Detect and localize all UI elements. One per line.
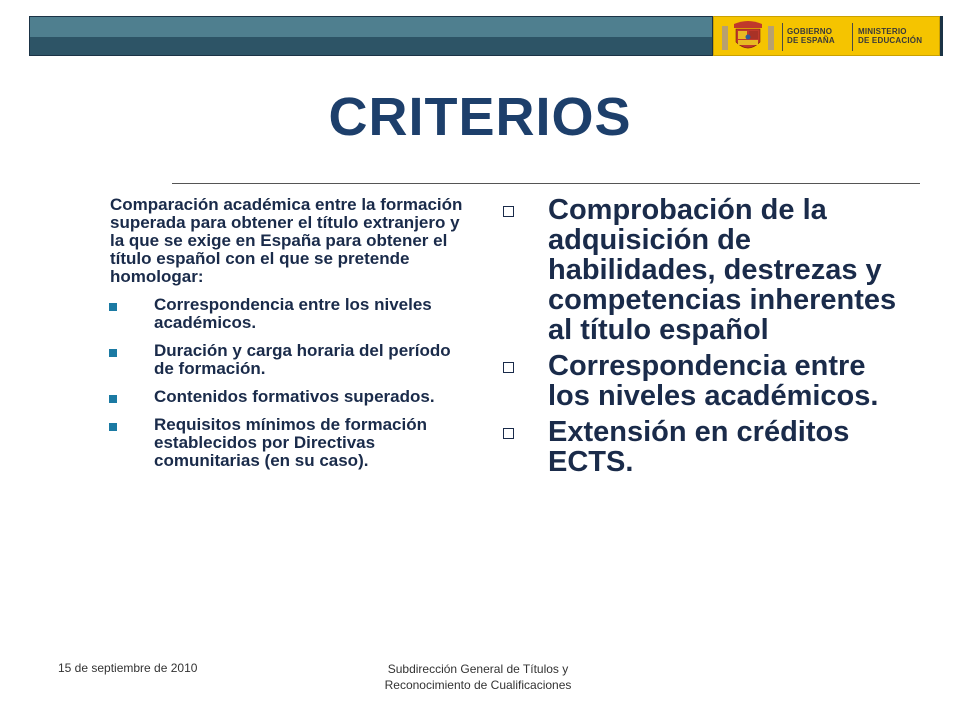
logo-gobierno-line1: GOBIERNO xyxy=(787,27,833,36)
square-bullet-icon xyxy=(109,303,117,311)
footer-organization xyxy=(368,661,588,693)
left-intro-text: Comparación académica entre la formación superada para obtener el título extranjero y la que se exige en España para obtener el título español con el que se pretende homologar: xyxy=(110,195,463,286)
list-item xyxy=(110,342,470,378)
footer-date: 15 de septiembre de 2010 xyxy=(58,661,198,675)
header-band-light xyxy=(30,17,712,37)
list-item-text: Requisitos mínimos de formación establecidos por Directivas comunitarias (en su caso). xyxy=(154,415,427,470)
list-item-text: Comprobación de la adquisición de habilidades, destrezas y competencias inherentes al título español xyxy=(548,194,897,346)
square-bullet-icon xyxy=(109,349,117,357)
logo-divider xyxy=(782,23,783,51)
logo-ministerio-text xyxy=(858,27,922,45)
logo-ministerio-line1: MINISTERIO xyxy=(858,27,907,36)
footer-org-line1: Subdirección General de Títulos y xyxy=(387,662,569,676)
logo-gobierno-text xyxy=(787,27,835,45)
list-item xyxy=(110,388,470,406)
left-column xyxy=(110,196,470,480)
hollow-square-bullet-icon xyxy=(503,206,514,217)
list-item xyxy=(110,416,470,470)
right-column xyxy=(500,195,910,483)
list-item-text: Correspondencia entre los niveles académicos. xyxy=(154,295,432,332)
left-bullet-list xyxy=(110,296,470,470)
logo-gobierno-line2: DE ESPAÑA xyxy=(787,36,835,45)
hollow-square-bullet-icon xyxy=(503,428,514,439)
hollow-square-bullet-icon xyxy=(503,362,514,373)
list-item xyxy=(500,195,910,345)
square-bullet-icon xyxy=(109,395,117,403)
footer-org-line2: Reconocimiento de Cualificaciones xyxy=(384,678,572,692)
logo-divider xyxy=(852,23,853,51)
slide-title: CRITERIOS xyxy=(328,87,632,147)
list-item xyxy=(500,417,910,477)
list-item-text: Correspondencia entre los niveles académicos. xyxy=(548,350,879,412)
right-bullet-list xyxy=(500,195,910,477)
logo-ministerio-line2: DE EDUCACIÓN xyxy=(858,36,923,45)
coat-of-arms-icon xyxy=(720,20,776,54)
list-item-text: Duración y carga horaria del período de formación. xyxy=(154,341,451,378)
list-item xyxy=(110,296,470,332)
header-band-dark xyxy=(30,37,712,55)
header-bar xyxy=(29,16,713,56)
square-bullet-icon xyxy=(109,423,117,431)
list-item-text: Contenidos formativos superados. xyxy=(154,387,435,406)
list-item xyxy=(500,351,910,411)
header-edge xyxy=(940,16,943,56)
government-logo xyxy=(713,16,940,56)
list-item-text: Extensión en créditos ECTS. xyxy=(548,416,850,478)
title-divider xyxy=(172,183,920,184)
